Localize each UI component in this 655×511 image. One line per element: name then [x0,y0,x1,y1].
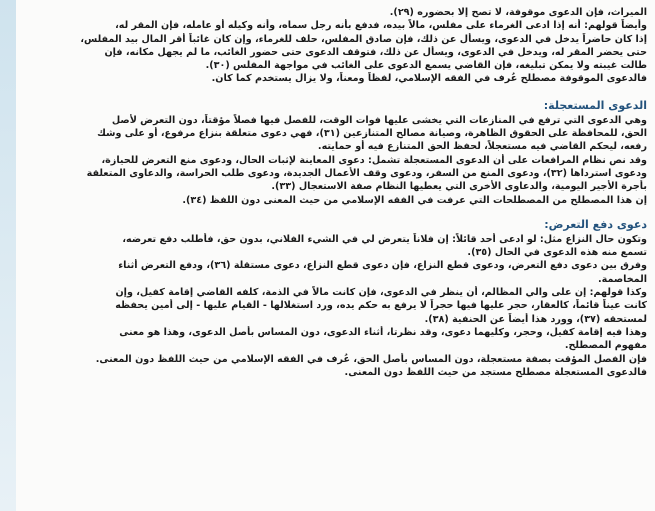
paragraph-line: الميراث، فإن الدعوى موقوفة، لا تصح إلا بحضوره (٢٩). [389,7,647,18]
paragraph-line: وهذا فيه إقامة كفيل، وحجر، وكليهما دعوى، وقد نظرتا، أثناء الدعوى، دون المساس بأصل الدعوى، وهذا هو معنى [119,326,647,338]
paragraph-line: لمستحقه (٣٧)، وورد هذا أيضاً عن الحنفية (٣٨). [424,313,647,325]
paragraph-line: مفهوم المصطلح. [564,340,647,352]
section-repel-interference [24,233,647,379]
paragraph-line: وهي الدعوى التي ترفع في المنازعات التي يخشى عليها فوات الوقت، للفصل فيها فصلاً مؤقتاً، دون التعرض لأصل [111,114,647,126]
paragraph-line: تسمع منه هذه الدعوى في الحال (٣٥). [467,247,647,259]
paragraph-line: فإن الفصل المؤقت بصفة مستعجلة، دون المساس بأصل الحق، عُرف في الفقه الإسلامي من حيث اللفظ دون المعنى. [95,353,647,365]
paragraph-line: ودعوى استرداها (٣٢)، ودعوى المنع من السفر، ودعوى وقف الأعمال الجديدة، ودعوى طلب الحراسة، والدعاوى المتعلقة [86,167,647,179]
page-edge-stripe [0,0,16,511]
paragraph-line: حتى يحضر المقر له، ويدخل في الدعوى، ويسأل عن ذلك، فتوقف الدعوى حتى حضور الغائب، ما لم يجهل مكانه، فإن [104,46,647,58]
paragraph-line: وفرق بين دعوى دفع التعرض، ودعوى قطع النزاع، فإن دعوى قطع النزاع، دعوى مستقلة (٣٦)، ودفع التعرض أثناء [118,260,647,272]
section-urgent-claim [24,114,647,207]
paragraph-line: طالت غيبته ولا يمكن تبليغه، فإن القاضي يسمع الدعوى على الغائب في مواجهة المفلس (٣٠). [205,60,647,72]
paragraph-line: الحق، للمحافظة على الحقوق الظاهرة، وصيانة مصالح المتنازعين (٣١)، فهي دعوى متعلقة بنزاع مرفوع، أو على وشك [97,128,647,140]
paragraph-line: إن هذا المصطلح من المصطلحات التي عرفت في الفقه الإسلامي من حيث المعنى دون اللفظ (٣٤). [182,194,647,206]
section-heading-repel-interference: دعوى دفع التعرض: [544,217,647,231]
paragraph-line: بأجرة الأجير اليومية، والدعاوى الأخرى التي يعطيها النظام صفة الاستعجال (٣٣). [271,181,647,193]
paragraph-line: وقد نص نظام المرافعات على أن الدعوى المستعجلة تشمل: دعوى المعاينة لإثبات الحال، ودعوى منع التعرض للحيازة، [101,154,647,166]
paragraph-line: كانت عيناً قائماً، كالعقار، حجر عليها فيها حجراً لا يرفع به حكم يده، ورد استغلالها - القيام عليها - إلى أمين يحفظه [115,300,647,312]
section-heading-urgent-claim: الدعوى المستعجلة: [543,98,647,112]
paragraph-line: فالدعوى المستعجلة مصطلح مستجد من حيث اللفظ دون المعنى. [344,366,647,378]
paragraph-line: وتكون حال النزاع مثل: لو ادعى أحد قائلاً: إن فلاناً يتعرض لي في الشيء الفلاني، بدون حق، فأطلب دفع تعرضه، [122,233,647,245]
paragraph-line: فالدعوى الموقوفة مصطلح عُرف في الفقه الإسلامي، لفظاً ومعناً، ولا يزال يستخدم كما كان. [211,73,647,85]
section-suspended-claim [24,6,647,86]
document-body [24,0,647,511]
paragraph-line: وأيضاً قولهم: أنه إذا ادعى الغرماء على مفلس، مالاً بيده، فدفع بأنه رجل سماه، وأنه وكيله أو عامله، فإن المقر له، [115,20,647,32]
paragraph-line: وكذا قولهم: إن على والي المظالم، أن ينظر في الدعوى، فإن كانت مالاً في الذمة، كلفه القاضي إقامة كفيل، وإن [115,287,647,299]
paragraph-line: المخاصمة. [597,273,647,285]
paragraph-line: إذا كان حاضراً يدخل في الدعوى، ويسأل عن ذلك، فإن صادق المفلس، حلف للغرماء، وإن كان غائباً أقر المال بيد المفلس، [80,33,647,45]
paragraph-line: رفعه، ليحكم القاضي فيه مستعجلاً، لحفظ الحق المتنازع فيه أو حمايته. [317,141,647,153]
